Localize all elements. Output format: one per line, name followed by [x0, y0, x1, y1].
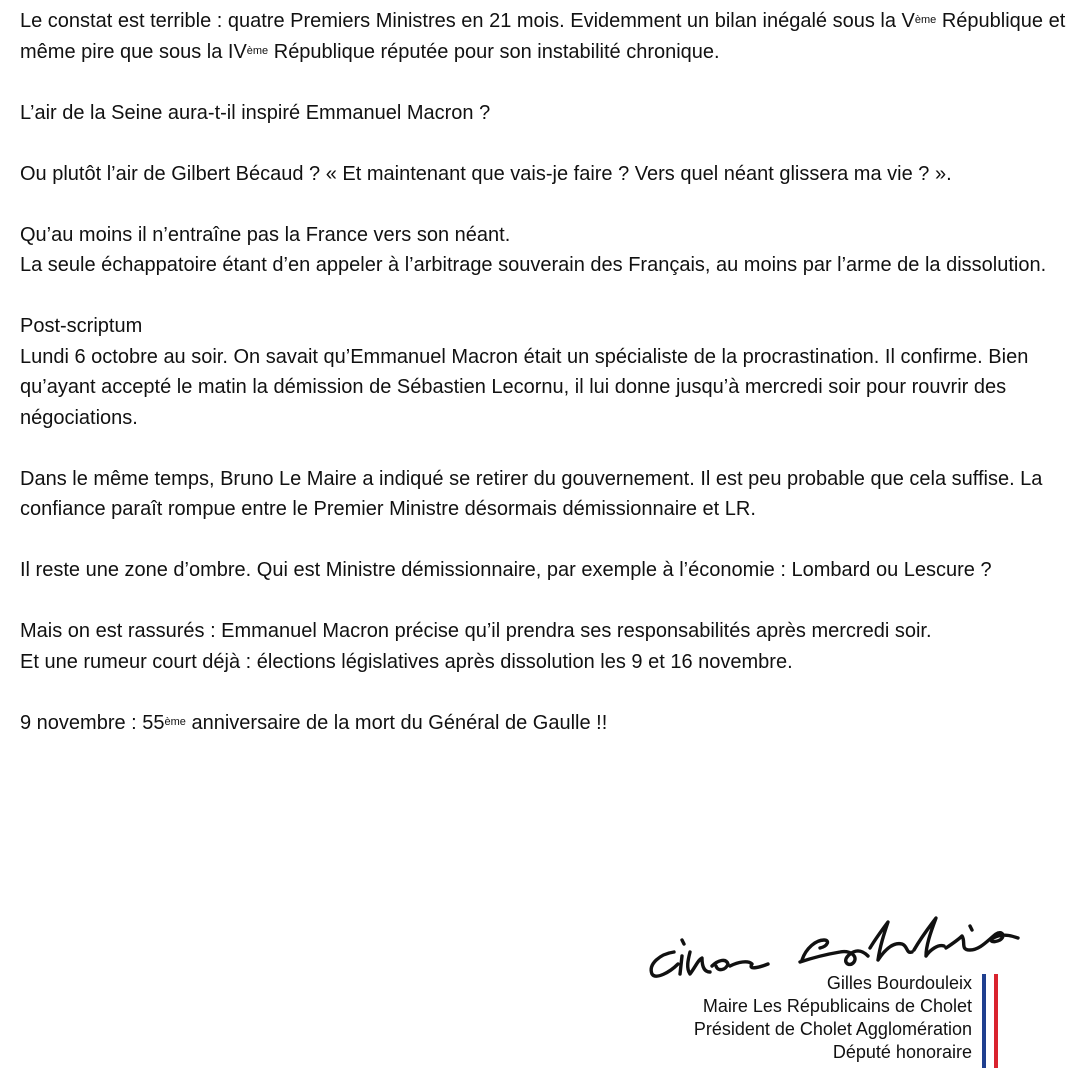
paragraph-seine: L’air de la Seine aura-t-il inspiré Emmanuel Macron ? [20, 101, 491, 124]
paragraph-dissolution: La seule échappatoire étant d’en appeler à l’arbitrage souverain des Français, au moins par l’arme de la dissolution. [20, 254, 1047, 276]
paragraph-constat: Le constat est terrible : quatre Premiers Ministres en 21 mois. Evidemment un bilan inégalé sous la Vème République et même pire que sous la IVème République réputée pour son instabilité chronique. [20, 10, 1066, 63]
signatory-name: Gilles Bourdouleix [826, 973, 972, 993]
signatory-title-president: Président de Cholet Agglomération [693, 1019, 972, 1039]
paragraph-responsabilites: Mais on est rassurés : Emmanuel Macron précise qu’il prendra ses responsabilités après mercredi soir. [20, 620, 932, 642]
signatory-title-mayor: Maire Les Républicains de Cholet [702, 996, 972, 1016]
paragraph-de-gaulle: 9 novembre : 55ème anniversaire de la mort du Général de Gaulle !! [20, 711, 608, 734]
paragraph-becaud: Ou plutôt l’air de Gilbert Bécaud ? « Et maintenant que vais-je faire ? Vers quel néant glissera ma vie ? ». [20, 162, 952, 185]
postscript-heading: Post-scriptum [20, 315, 143, 337]
document-body [20, 6, 1072, 769]
flag-stripe-white [988, 974, 992, 1068]
paragraph-zone-ombre: Il reste une zone d’ombre. Qui est Ministre démissionnaire, par exemple à l’économie : Lombard ou Lescure ? [20, 559, 992, 581]
paragraph-postscript: Lundi 6 octobre au soir. On savait qu’Emmanuel Macron était un spécialiste de la procrastination. Il confirme. Bien qu’ayant accepté le matin la démission de Sébastien Lecornu, il lui donne jusqu’à mercredi soir pour rouvrir des négociations. [20, 345, 1029, 429]
paragraph-neant: Qu’au moins il n’entraîne pas la France vers son néant. [20, 223, 511, 246]
flag-stripe-blue [982, 974, 986, 1068]
paragraph-rumeur: Et une rumeur court déjà : élections législatives après dissolution les 9 et 16 novembre. [20, 650, 793, 673]
signatory-title-deputy: Député honoraire [832, 1042, 972, 1062]
flag-stripe-red [994, 974, 998, 1068]
french-flag-stripes [982, 974, 998, 1068]
signature-block [694, 972, 972, 1064]
paragraph-le-maire: Dans le même temps, Bruno Le Maire a indiqué se retirer du gouvernement. Il est peu probable que cela suffise. La confiance paraît rompue entre le Premier Ministre désormais démissionnaire et LR. [20, 467, 1043, 520]
